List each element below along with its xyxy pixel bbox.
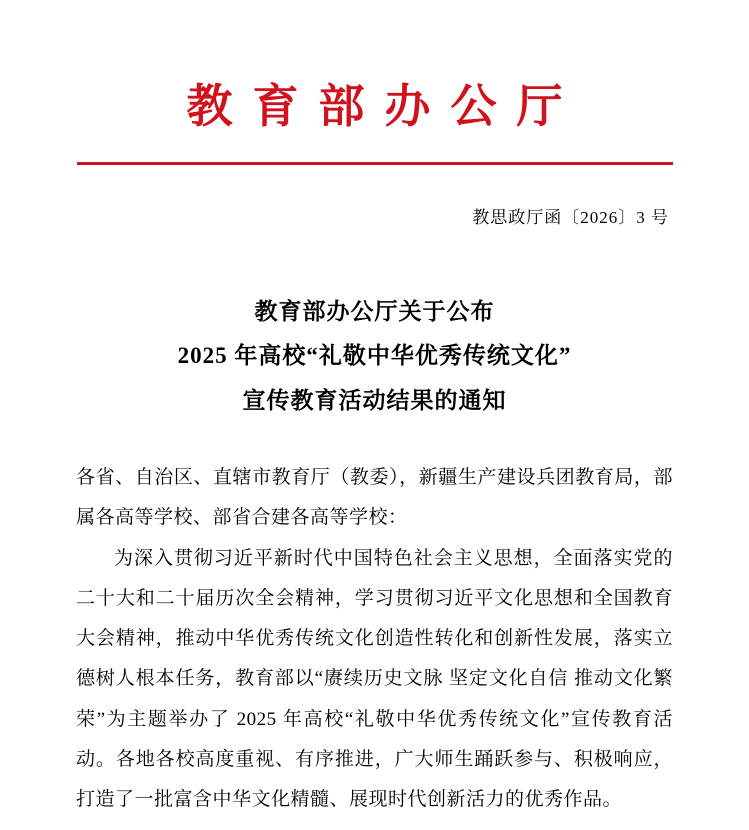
subject-line-3: 宣传教育活动结果的通知 bbox=[242, 388, 507, 414]
subject-line-2: 2025 年高校“礼敬中华优秀传统文化” bbox=[177, 343, 572, 369]
subject-line-1: 教育部办公厅关于公布 bbox=[254, 298, 495, 324]
header-divider-rule bbox=[77, 162, 673, 165]
body-paragraph-1: 为深入贯彻习近平新时代中国特色社会主义思想，全面落实党的二十大和二十届历次全会精神，学习贯彻习近平文化思想和全国教育大会精神，推动中华优秀传统文化创造性转化和创新性发展，落实立德树人根本任务，教育部以“赓续历史文脉 坚定文化自信 推动文化繁荣”为主题举办了 2025 年高校“礼敬中华优秀传统文化”宣传教育活动。各地各校高度重视、有序推进，广大师生踊跃参与、积极响应，打造了一批富含中华文化精髓、展现时代创新活力的优秀作品。 bbox=[76, 547, 673, 811]
document-body bbox=[76, 458, 673, 820]
document-number: 教思政厅函〔2026〕3 号 bbox=[472, 207, 669, 227]
issuer-title: 教育部办公厅 bbox=[186, 81, 583, 132]
document-header bbox=[0, 0, 749, 165]
addressee-line: 各省、自治区、直辖市教育厅（教委），新疆生产建设兵团教育局，部属各高等学校、部省合建各高等学校： bbox=[76, 467, 673, 529]
document-subject bbox=[0, 290, 749, 425]
